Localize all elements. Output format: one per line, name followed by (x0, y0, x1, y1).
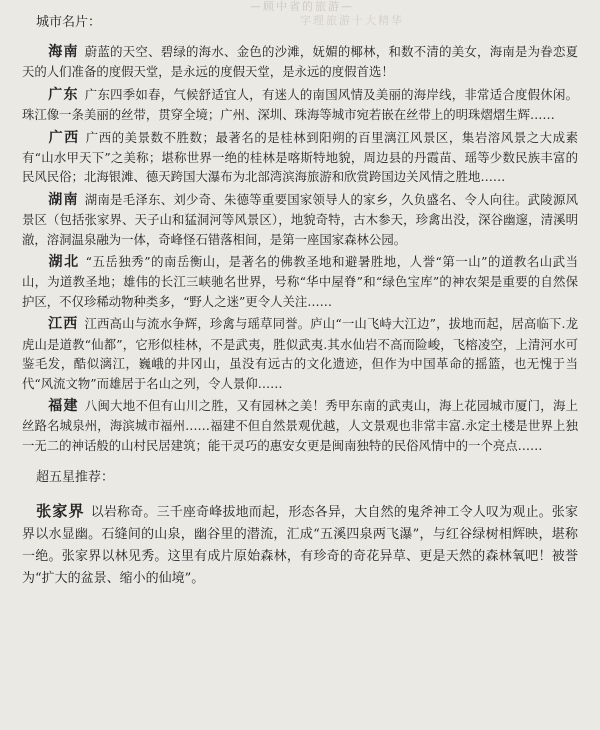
entry-text: 江西高山与流水争辉，珍禽与瑶草同誉。庐山“一山飞峙大江边”，拔地而起，居高临下.龙虎山是道教“仙都”，它形似桂林，不是武夷，胜似武夷.其水仙岩不高而险峻，飞榕凌空，上清河水可鉴毛发，酷似漓江，巍峨的井冈山，虽没有远古的文化遗迹，但作为中国革命的摇篮，也无愧于当代“风流文物”而雄居于名山之列，令人景仰…… (22, 316, 579, 391)
entry-guangxi (22, 128, 578, 187)
entry-jiangxi (22, 314, 578, 393)
entry-fujian (22, 396, 578, 455)
entry-name: 海南 (48, 44, 79, 60)
entry-text: “五岳独秀”的南岳衡山，是著名的佛教圣地和避暑胜地，人誉“第一山”的道教名山武当山，为道教圣地；雄伟的长江三峡驰名世界，号称“华中屋脊”和“绿色宝库”的神农架是重要的自然保护区，不仅珍稀动物种类多，“野人之迷”更令人关注…… (22, 254, 579, 309)
faint-header-text-2: 字理旅游十大精华 (300, 14, 404, 27)
entry-name: 湖北 (48, 254, 80, 271)
entry-zhangjiajie (22, 500, 578, 590)
entry-hunan (22, 190, 578, 249)
entry-name: 广东 (48, 86, 79, 103)
entry-text: 广西的美景数不胜数；最著名的是桂林到阳朔的百里漓江风景区，集岩溶风景之大成素有“山水甲天下”之美称；堪称世界一绝的桂林是喀斯特地貌，周边县的丹霞苗、瑶等少数民族丰富的民风民俗；北海银滩、德天跨国大瀑布为北部湾滨海旅游和欣赏跨国边关风情之胜地…… (22, 129, 579, 185)
city-section-title: 城市名片： (36, 15, 102, 30)
faint-header-text: —顾中省的旅游— (250, 0, 354, 13)
entry-name: 广西 (48, 129, 80, 146)
entry-text: 广东四季如春，气候舒适宜人，有迷人的南国风情及美丽的海岸线，非常适合度假休闲。珠江像一条美丽的丝带，贯穿全境；广州、深圳、珠海等城市宛若嵌在丝带上的明珠熠熠生辉…… (22, 86, 579, 123)
entry-name: 福建 (48, 397, 79, 414)
entry-guangdong (22, 85, 578, 125)
entry-name: 湖南 (48, 191, 79, 208)
entry-name: 张家界 (36, 502, 85, 521)
entry-text: 以岩称奇。三千座奇峰拔地而起，形态各异，大自然的鬼斧神工令人叹为观止。张家界以水显幽。石缝间的山泉，幽谷里的潜流，汇成“五溪四泉两飞瀑”，与红谷绿树相辉映，堪称一绝。张家界以林见秀。这里有成片原始森林，有珍奇的奇花异草、更是天然的森林氧吧！被誉为“扩大的盆景、缩小的仙境”。 (22, 505, 578, 587)
entry-name: 江西 (48, 316, 79, 333)
entry-hainan (22, 42, 578, 82)
entry-text: 湖南是毛泽东、刘少奇、朱德等重要国家领导人的家乡，久负盛名、令人向往。武陵源风景区（包括张家界、天子山和猛洞河等风景区），地貌奇特，古木参天，珍禽出没，深谷幽邃，清溪明澈，溶洞温泉融为一体，奇峰怪石错落相间，是第一座国家森林公园。 (22, 191, 579, 247)
super-section-title: 超五星推荐： (36, 470, 115, 486)
entry-text: 八闽大地不但有山川之胜，又有园林之美！秀甲东南的武夷山，海上花园城市厦门，海上丝路名城泉州，海滨城市福州……福建不但自然景观优越，人文景观也非常丰富.永定土楼是世界上独一无二的神话般的山村民居建筑；能干灵巧的惠安女更是闽南独特的民俗风情中的一个亮点…… (22, 397, 579, 453)
entry-hubei (22, 252, 578, 311)
entry-text: 蔚蓝的天空、碧绿的海水、金色的沙滩，妩媚的椰林，和数不清的美女，海南是为眷恋夏天的人们准备的度假天堂，是永远的度假天堂，是永远的度假首选！ (22, 44, 579, 80)
